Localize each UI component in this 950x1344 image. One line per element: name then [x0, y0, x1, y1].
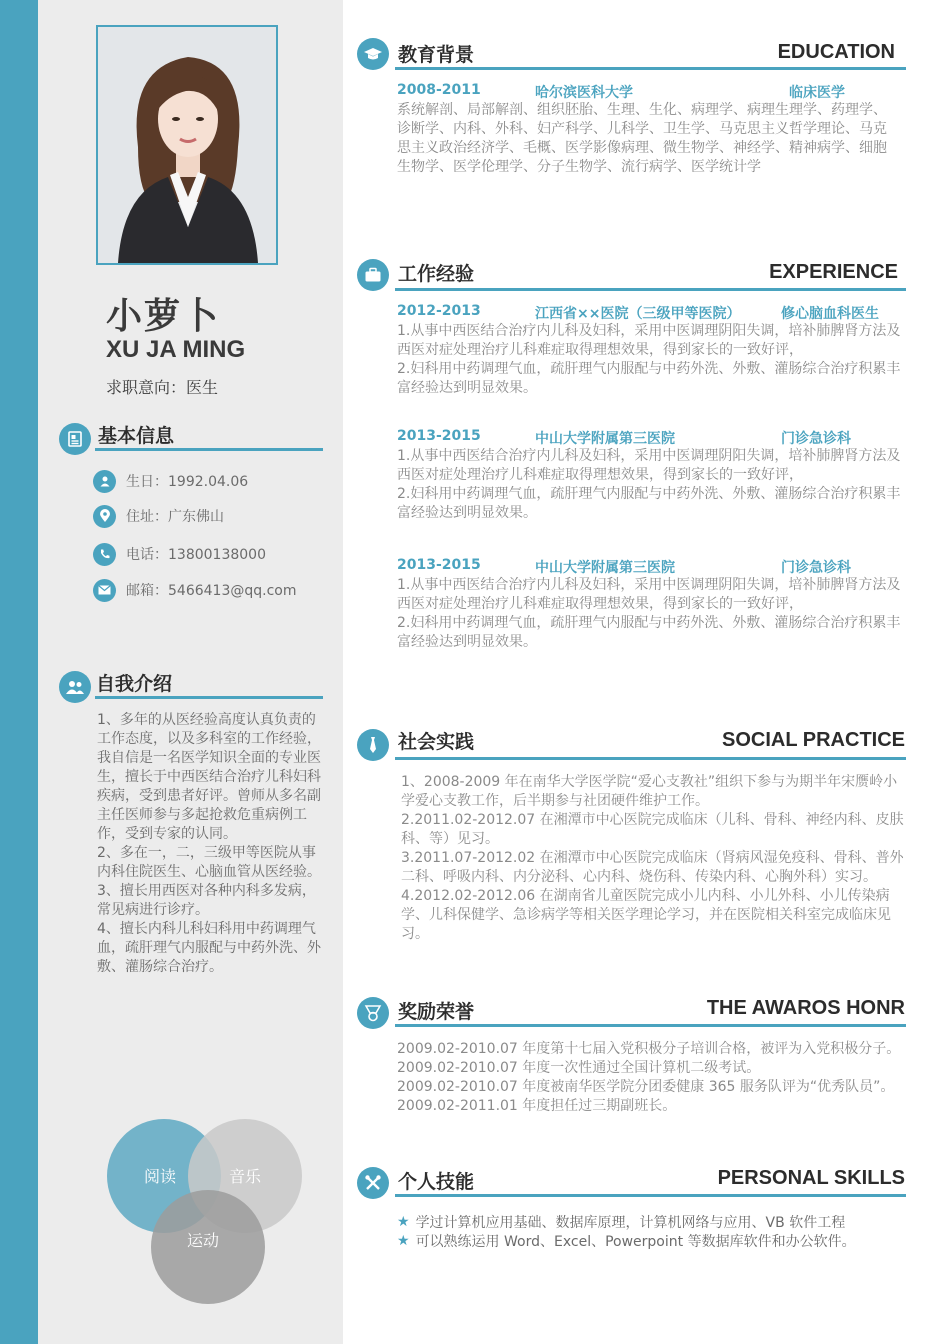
experience-org: 中山大学附属第三医院	[535, 560, 675, 576]
self-intro-text	[97, 711, 329, 977]
self-intro-paragraph: 4、擅长内科儿科妇科用中药调理气血，疏肝理气内服配与中药外洗、外敷、灌肠综合治疗。	[97, 921, 321, 975]
experience-dept: 门诊急诊科	[781, 560, 851, 576]
info-address	[93, 504, 224, 528]
name-chinese: 小萝卜	[106, 296, 221, 337]
award-item: 2009.02-2010.07 年度被南华医学院分团委健康 365 服务队评为“优秀队员”。	[397, 1079, 895, 1095]
skill-text: 可以熟练运用 Word、Excel、Powerpoint 等数据库软件和办公软件。	[415, 1234, 856, 1250]
education-courses: 系统解剖、局部解剖、组织胚胎、生理、生化、病理学、病理生理学、药理学、诊断学、内科、外科、妇产科学、儿科学、卫生学、马克思主义哲学理论、马克思主义政治经济学、毛概、医学影像病理、微生物学、神经学、精神病学、细胞生物学、医学伦理学、分子生物学、流行病学、医学统计学	[397, 102, 887, 175]
experience-description	[397, 322, 904, 398]
self-intro-paragraph: 2、多在一，二，三级甲等医院从事内科住院医生、心脑血管从医经验。	[97, 845, 321, 880]
tools-icon	[357, 1167, 389, 1199]
experience-title-en: EXPERIENCE	[769, 261, 898, 283]
award-item: 2009.02-2010.07 年度第十七届入党积极分子培训合格，被评为入党积极分子。	[397, 1041, 901, 1057]
experience-line: 2.妇科用中药调理气血，疏肝理气内服配与中药外洗、外敷、灌肠综合治疗积累丰富经验达到明显效果。	[397, 486, 901, 521]
experience-line: 2.妇科用中药调理气血，疏肝理气内服配与中药外洗、外敷、灌肠综合治疗积累丰富经验达到明显效果。	[397, 615, 901, 650]
skill-text: 学过计算机应用基础、数据库原理，计算机网络与应用、VB 软件工程	[415, 1215, 846, 1231]
email-text: 邮箱：5466413@qq.com	[126, 583, 297, 599]
basic-info-divider	[95, 448, 323, 451]
job-intent: 求职意向：医生	[106, 378, 219, 397]
people-icon	[59, 671, 91, 703]
award-item: 2009.02-2010.07 年度一次性通过全国计算机二级考试。	[397, 1060, 761, 1076]
hobbies-venn-diagram	[100, 1110, 310, 1310]
hobby-reading: 阅读	[143, 1167, 177, 1186]
star-icon: ★	[397, 1233, 410, 1249]
skills-title: 个人技能	[398, 1171, 475, 1193]
education-major: 临床医学	[789, 85, 845, 101]
name-english: XU JA MING	[106, 336, 246, 363]
experience-description	[397, 576, 904, 652]
phone-icon	[93, 543, 116, 566]
info-phone	[93, 542, 266, 566]
experience-divider	[395, 288, 906, 291]
experience-title: 工作经验	[398, 263, 475, 285]
social-practice-divider	[395, 757, 906, 760]
experience-period: 2013-2015	[397, 428, 481, 444]
hobby-music: 音乐	[228, 1167, 262, 1186]
hobby-sports: 运动	[186, 1231, 220, 1250]
experience-line: 2.妇科用中药调理气血，疏肝理气内服配与中药外洗、外敷、灌肠综合治疗积累丰富经验达到明显效果。	[397, 361, 901, 396]
info-birthday	[93, 469, 248, 493]
social-practice-item: 4.2012.02-2012.06 在湖南省儿童医院完成小儿内科、小儿外科、小儿传染病学、儿科保健学、急诊病学等相关医学理论学习，并在医院相关科室完成临床见习。	[401, 888, 891, 942]
location-icon	[93, 505, 116, 528]
social-practice-item: 3.2011.07-2012.02 在湘潭市中心医院完成临床（肾病风湿免疫科、骨科、普外二科、呼吸内科、内分泌科、心内科、烧伤科、传染内科、心胸外科）实习。	[401, 850, 904, 885]
experience-description	[397, 447, 904, 523]
experience-dept: 修心脑血科医生	[781, 306, 879, 322]
experience-org: 中山大学附属第三医院	[535, 431, 675, 447]
award-item: 2009.02-2011.01 年度担任过三期副班长。	[397, 1098, 677, 1114]
awards-list	[397, 1040, 907, 1116]
experience-period: 2012-2013	[397, 303, 481, 319]
graduation-cap-icon	[357, 38, 389, 70]
awards-title-en: THE AWAROS HONR	[706, 997, 905, 1019]
awards-divider	[395, 1024, 906, 1027]
skills-divider	[395, 1194, 906, 1197]
experience-line: 1.从事中西医结合治疗内儿科及妇科，采用中医调理阴阳失调，培补肺脾肾方法及西医对症处理治疗儿科难症取得理想效果，得到家长的一致好评，	[397, 448, 901, 483]
skill-item	[397, 1212, 845, 1232]
self-intro-title: 自我介绍	[96, 673, 173, 695]
person-icon	[93, 470, 116, 493]
experience-period: 2013-2015	[397, 557, 481, 573]
left-accent-stripe	[0, 0, 38, 1344]
experience-line: 1.从事中西医结合治疗内儿科及妇科，采用中医调理阴阳失调，培补肺脾肾方法及西医对症处理治疗儿科难症取得理想效果，得到家长的一致好评，	[397, 323, 901, 358]
education-school: 哈尔滨医科大学	[535, 85, 633, 101]
self-intro-divider	[95, 696, 323, 699]
education-period: 2008-2011	[397, 82, 481, 98]
social-practice-title-en: SOCIAL PRACTICE	[722, 729, 905, 751]
venn-graphic	[100, 1110, 310, 1310]
education-divider	[395, 67, 906, 70]
awards-title: 奖励荣誉	[398, 1001, 475, 1023]
social-practice-title: 社会实践	[398, 731, 475, 753]
briefcase-icon	[357, 259, 389, 291]
address-text: 住址：广东佛山	[126, 509, 224, 525]
social-practice-list	[401, 773, 907, 944]
id-card-icon	[59, 423, 91, 455]
birthday-text: 生日：1992.04.06	[126, 474, 249, 490]
basic-info-title: 基本信息	[98, 425, 175, 447]
skill-item	[397, 1231, 856, 1251]
star-icon: ★	[397, 1214, 410, 1230]
self-intro-paragraph: 3、擅长用西医对各种内科多发病，常见病进行诊疗。	[97, 883, 316, 918]
self-intro-paragraph: 1、多年的从医经验高度认真负责的工作态度，以及多科室的工作经验，我自信是一名医学知识全面的专业医生，擅长于中西医结合治疗儿科妇科疾病，受到患者好评。曾师从多名副主任医师参与多起抢救危重病例工作，受到专家的认同。	[97, 712, 321, 842]
experience-dept: 门诊急诊科	[781, 431, 851, 447]
info-email	[93, 578, 296, 602]
skills-title-en: PERSONAL SKILLS	[717, 1167, 905, 1189]
phone-text: 电话：13800138000	[126, 547, 266, 563]
social-practice-item: 2.2011.02-2012.07 在湘潭市中心医院完成临床（儿科、骨科、神经内科、皮肤科、等）见习。	[401, 812, 904, 847]
medal-icon	[357, 997, 389, 1029]
social-practice-item: 1、2008-2009 年在南华大学医学院“爱心支教社”组织下参与为期半年宋赝岭小学爱心支教工作，后半期参与社团硬件维护工作。	[401, 774, 898, 809]
education-title-en: EDUCATION	[777, 41, 895, 63]
profile-photo	[96, 25, 278, 265]
experience-line: 1.从事中西医结合治疗内儿科及妇科，采用中医调理阴阳失调，培补肺脾肾方法及西医对症处理治疗儿科难症取得理想效果，得到家长的一致好评，	[397, 577, 901, 612]
experience-org: 江西省××医院（三级甲等医院）	[535, 306, 741, 322]
education-title: 教育背景	[398, 44, 475, 66]
mail-icon	[93, 579, 116, 602]
tie-icon	[357, 729, 389, 761]
